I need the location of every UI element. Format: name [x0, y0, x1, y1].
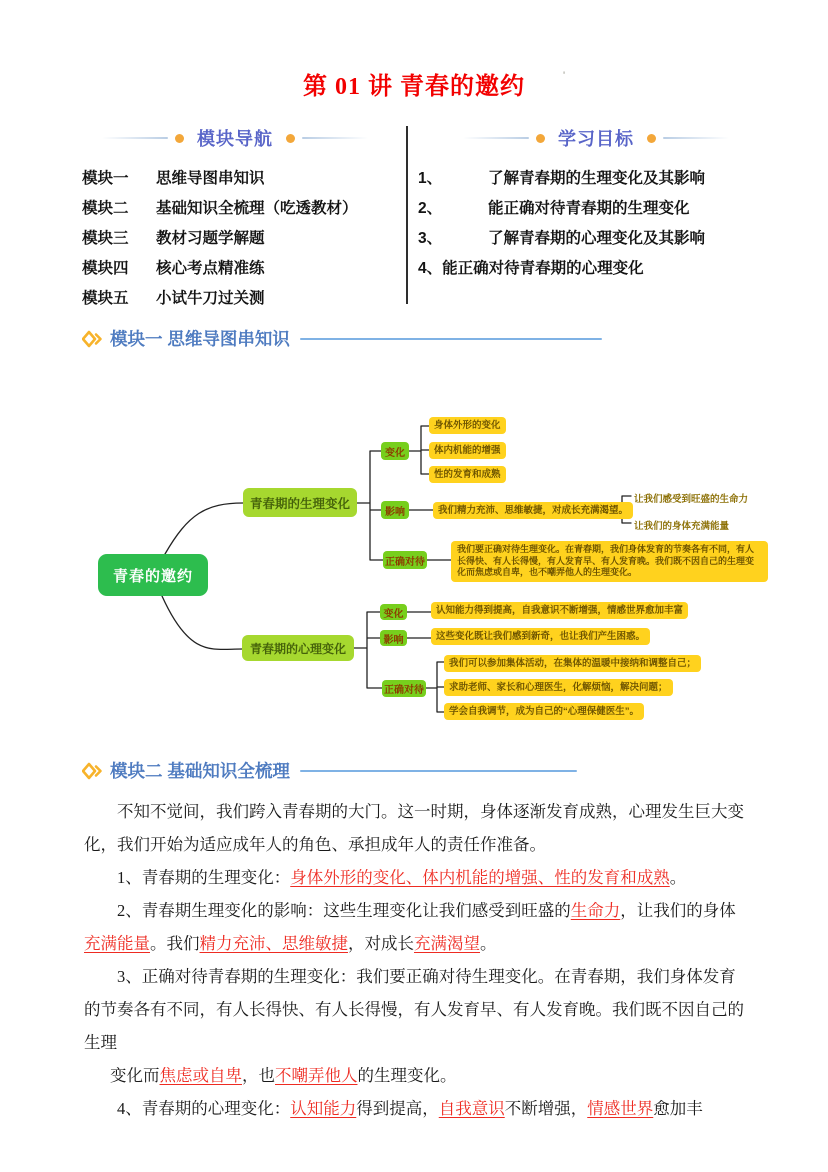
section2-title: 模块二 基础知识全梳理 — [110, 761, 290, 781]
body-line — [84, 993, 784, 1026]
mindmap-node-physio-attitude: 正确对待 — [383, 551, 427, 569]
goal-text: 了解青春期的心理变化及其影响 — [488, 230, 706, 247]
body-segment: 3、正确对待青春期的生理变化：我们要正确对待生理变化。在青春期，我们身体发育 — [117, 967, 736, 986]
mindmap-leaf: 性的发育和成熟 — [429, 466, 506, 483]
body-line — [84, 894, 784, 927]
goal-number: 1、 — [418, 170, 443, 187]
body-line — [84, 927, 784, 960]
page-title: 第 01 讲 青春的邀约 — [303, 74, 525, 100]
mindmap-leaf: 学会自我调节，成为自己的“心理保健医生”。 — [444, 703, 644, 720]
header-dot-icon — [647, 134, 656, 143]
section2-rule — [300, 770, 577, 772]
nav-item — [70, 192, 400, 222]
highlighted-phrase: 充满渴望 — [414, 934, 480, 953]
goal-number: 4、 — [418, 260, 443, 277]
highlighted-phrase: 充满能量 — [84, 934, 150, 953]
diamond-chevron-icon — [82, 762, 104, 780]
goal-text: 能正确对待青春期的生理变化 — [488, 200, 690, 217]
highlighted-phrase: 生命力 — [570, 901, 621, 920]
body-segment: 2、青春期生理变化的影响：这些生理变化让我们感受到旺盛的 — [117, 901, 571, 920]
mindmap-leaf: 求助老师、家长和心理医生，化解烦恼，解决问题； — [444, 679, 673, 696]
mindmap-leaf: 认知能力得到提高，自我意识不断增强，情感世界愈加丰富 — [431, 602, 688, 619]
mindmap-leaf: 我们可以参加集体活动，在集体的温暖中接纳和调整自己； — [444, 655, 701, 672]
body-segment: ，也 — [242, 1066, 275, 1085]
column-divider — [406, 126, 408, 304]
body-line — [84, 1026, 784, 1059]
mindmap-leaf: 我们要正确对待生理变化。在青春期，我们身体发育的节奏各有不同，有人长得快、有人长得慢，有人发育早、有人发育晚。我们既不因自己的生理变化而焦虑或自卑，也不嘲弄他人的生理变化。 — [451, 541, 768, 582]
mindmap-branch-physiological: 青春期的生理变化 — [243, 488, 357, 517]
body-line — [84, 828, 784, 861]
diamond-chevron-icon — [82, 330, 104, 348]
title-stray-mark: ' — [563, 70, 566, 82]
mindmap-root-node: 青春的邀约 — [98, 554, 208, 596]
body-line — [84, 1092, 784, 1125]
mindmap-node-psych-change: 变化 — [380, 604, 407, 620]
goal-item — [418, 162, 774, 192]
body-segment: 变化而 — [110, 1066, 160, 1085]
nav-item-module: 模块二 — [82, 200, 129, 217]
body-segment: ，让我们的身体 — [620, 901, 736, 920]
section1-rule — [300, 338, 602, 340]
mindmap-leaf: 我们精力充沛、思维敏捷，对成长充满渴望。 — [433, 502, 633, 519]
header-line-left — [463, 137, 529, 139]
header-dot-icon — [286, 134, 295, 143]
nav-item-title: 小试牛刀过关测 — [156, 290, 265, 307]
nav-item — [70, 222, 400, 252]
highlighted-phrase: 情感世界 — [587, 1099, 654, 1118]
mindmap-node-psych-attitude: 正确对待 — [382, 680, 426, 697]
nav-item-module: 模块一 — [82, 170, 129, 187]
body-segment: 的节奏各有不同，有人长得快、有人长得慢，有人发育早、有人发育晚。我们既不因自己的 — [84, 1000, 744, 1019]
mindmap-leaf: 体内机能的增强 — [429, 442, 506, 459]
body-line — [84, 960, 784, 993]
module-nav-header — [70, 124, 400, 152]
body-segment: 愈加丰 — [653, 1099, 703, 1118]
body-segment: 不断增强， — [504, 1099, 588, 1118]
nav-item — [70, 282, 400, 312]
nav-list — [70, 162, 400, 312]
body-segment: 生理 — [84, 1033, 117, 1052]
nav-item-title: 教材习题学解题 — [156, 230, 265, 247]
header-dot-icon — [536, 134, 545, 143]
nav-item-module: 模块五 — [82, 290, 129, 307]
mindmap-note: 让我们的身体充满能量 — [634, 521, 730, 532]
mindmap-node-psych-influence: 影响 — [380, 630, 407, 646]
nav-item-title: 思维导图串知识 — [156, 170, 265, 187]
body-segment: 4、青春期的心理变化： — [117, 1099, 291, 1118]
body-segment: 化，我们开始为适应成年人的角色、承担成年人的责任作准备。 — [84, 835, 546, 854]
body-text — [84, 795, 784, 1125]
header-line-right — [302, 137, 368, 139]
mindmap-leaf: 这些变化既让我们感到新奇，也让我们产生困惑。 — [431, 628, 650, 645]
module-nav-title: 模块导航 — [197, 129, 273, 149]
section-header-module2 — [82, 758, 577, 783]
body-line — [84, 1059, 784, 1092]
body-segment: 1、青春期的生理变化： — [117, 868, 291, 887]
body-segment: 的生理变化。 — [357, 1066, 457, 1085]
goal-number: 3、 — [418, 230, 443, 247]
goal-text: 能正确对待青春期的心理变化 — [442, 260, 644, 277]
highlighted-phrase: 自我意识 — [438, 1099, 505, 1118]
nav-item-module: 模块三 — [82, 230, 129, 247]
body-segment: 得到提高， — [356, 1099, 439, 1118]
learning-goals-title: 学习目标 — [558, 129, 634, 149]
goals-list — [418, 162, 774, 282]
nav-item-module: 模块四 — [82, 260, 129, 277]
highlighted-phrase: 精力充沛、思维敏捷 — [199, 934, 348, 953]
header-line-left — [102, 137, 168, 139]
highlighted-phrase: 身体外形的变化、体内机能的增强、性的发育和成熟 — [290, 868, 670, 887]
mindmap-node-physio-change: 变化 — [381, 442, 409, 460]
goal-item — [418, 222, 774, 252]
section1-title: 模块一 思维导图串知识 — [110, 329, 290, 349]
goal-number: 2、 — [418, 200, 443, 217]
body-segment: 。 — [480, 934, 497, 953]
body-line — [84, 795, 784, 828]
highlighted-phrase: 不嘲弄他人 — [275, 1066, 358, 1085]
body-segment: 。我们 — [150, 934, 200, 953]
learning-goals-header — [418, 124, 774, 152]
nav-item-title: 基础知识全梳理（吃透教材） — [156, 200, 358, 217]
header-dot-icon — [175, 134, 184, 143]
highlighted-phrase: 焦虑或自卑 — [159, 1066, 242, 1085]
nav-item — [70, 252, 400, 282]
goal-item — [418, 252, 774, 282]
header-line-right — [663, 137, 729, 139]
mindmap-note: 让我们感受到旺盛的生命力 — [634, 494, 749, 505]
mindmap-node-physio-influence: 影响 — [381, 501, 409, 519]
body-line — [84, 861, 784, 894]
body-segment: 不知不觉间，我们跨入青春期的大门。这一时期，身体逐渐发育成熟，心理发生巨大变 — [117, 802, 744, 821]
goal-item — [418, 192, 774, 222]
nav-item-title: 核心考点精准练 — [156, 260, 265, 277]
module-nav-column — [70, 124, 400, 312]
nav-item — [70, 162, 400, 192]
goal-text: 了解青春期的生理变化及其影响 — [488, 170, 706, 187]
learning-goals-column — [418, 124, 774, 282]
section-header-module1 — [82, 326, 602, 351]
body-segment: 。 — [669, 868, 687, 887]
mindmap-branch-psychological: 青春期的心理变化 — [242, 635, 354, 661]
mindmap-leaf: 身体外形的变化 — [429, 417, 506, 434]
nav-goals-area — [0, 124, 828, 310]
body-segment: ，对成长 — [348, 934, 414, 953]
highlighted-phrase: 认知能力 — [290, 1099, 357, 1118]
